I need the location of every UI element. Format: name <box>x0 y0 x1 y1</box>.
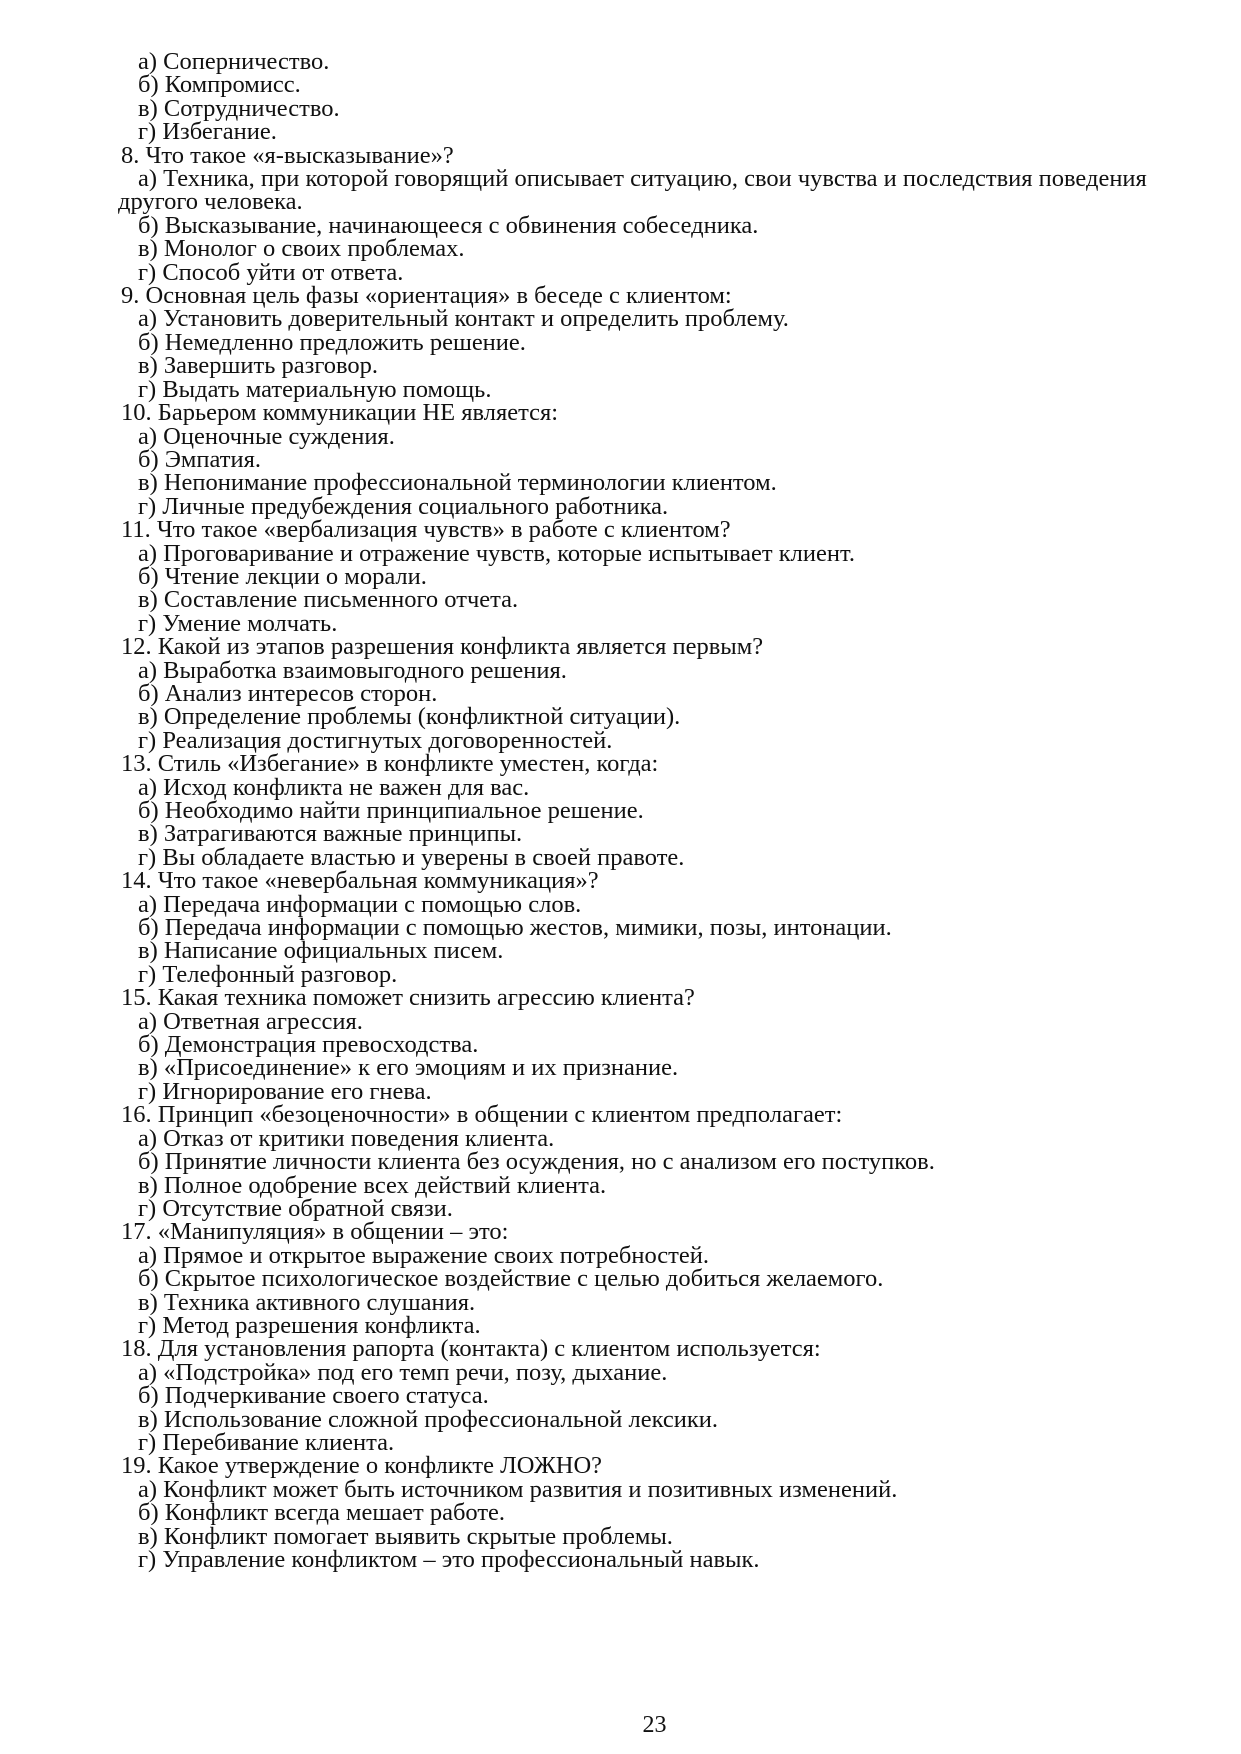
question-text: 9. Основная цель фазы «ориентация» в беседе с клиентом: <box>121 282 732 310</box>
answer-option: а) Исход конфликта не важен для вас. <box>138 773 530 801</box>
answer-option: б) Компромисс. <box>138 71 301 99</box>
question-text: 15. Какая техника поможет снизить агрессию клиента? <box>121 984 695 1012</box>
answer-option: б) Демонстрация превосходства. <box>138 1031 479 1059</box>
question-text: 11. Что такое «вербализация чувств» в работе с клиентом? <box>121 516 731 544</box>
answer-option: г) Телефонный разговор. <box>138 960 398 988</box>
answer-option: в) «Присоединение» к его эмоциям и их признание. <box>138 1054 679 1082</box>
answer-option: б) Необходимо найти принципиальное решение. <box>138 797 644 824</box>
answer-option: б) Конфликт всегда мешает работе. <box>138 1499 506 1527</box>
question-text: 8. Что такое «я-высказывание»? <box>121 141 454 169</box>
answer-option: а) Проговаривание и отражение чувств, которые испытывает клиент. <box>138 539 855 567</box>
answer-option: а) Соперничество. <box>138 48 330 75</box>
answer-option: а) Техника, при которой говорящий описывает ситуацию, свои чувства и последствия поведения другого человека. <box>118 165 1147 216</box>
answer-option: в) Использование сложной профессиональной лексики. <box>138 1405 719 1433</box>
answer-option: б) Передача информации с помощью жестов, мимики, позы, интонации. <box>138 914 892 942</box>
document-body <box>118 50 1198 1571</box>
answer-option: в) Конфликт помогает выявить скрытые проблемы. <box>138 1522 673 1550</box>
answer-option: б) Высказывание, начинающееся с обвинения собеседника. <box>138 211 759 239</box>
answer-option: б) Подчеркивание своего статуса. <box>138 1382 489 1410</box>
answer-option: г) Отсутствие обратной связи. <box>138 1194 453 1222</box>
answer-option: в) Техника активного слушания. <box>138 1288 476 1316</box>
answer-option: а) «Подстройка» под его темп речи, позу, дыхание. <box>138 1358 668 1386</box>
answer-option: а) Отказ от критики поведения клиента. <box>138 1124 555 1152</box>
answer-option: в) Полное одобрение всех действий клиента. <box>138 1171 607 1199</box>
answer-option: в) Затрагиваются важные принципы. <box>138 820 523 848</box>
answer-option: г) Избегание. <box>138 118 277 146</box>
answer-option: г) Умение молчать. <box>138 609 338 637</box>
question-text: 13. Стиль «Избегание» в конфликте уместен, когда: <box>121 750 659 778</box>
question-text: 16. Принцип «безоценочности» в общении с клиентом предполагает: <box>121 1101 843 1129</box>
answer-option: а) Передача информации с помощью слов. <box>138 890 582 918</box>
answer-option: в) Завершить разговор. <box>138 352 379 380</box>
answer-option: в) Написание официальных писем. <box>138 937 504 965</box>
answer-option: б) Чтение лекции о морали. <box>138 562 427 590</box>
answer-option: в) Сотрудничество. <box>138 94 340 122</box>
answer-option: г) Личные предубеждения социального работника. <box>138 492 669 520</box>
question-text: 18. Для установления рапорта (контакта) с клиентом используется: <box>121 1335 821 1363</box>
answer-option: б) Принятие личности клиента без осуждения, но с анализом его поступков. <box>138 1148 935 1176</box>
question-text: 12. Какой из этапов разрешения конфликта является первым? <box>121 633 764 661</box>
answer-option: в) Монолог о своих проблемах. <box>138 235 465 263</box>
question-text: 19. Какое утверждение о конфликте ЛОЖНО? <box>121 1452 603 1480</box>
answer-option: г) Метод разрешения конфликта. <box>138 1311 481 1339</box>
answer-option: г) Перебивание клиента. <box>138 1428 395 1456</box>
answer-option: а) Ответная агрессия. <box>138 1007 363 1035</box>
answer-option: г) Управление конфликтом – это профессиональный навык. <box>138 1546 760 1573</box>
answer-option: а) Оценочные суждения. <box>138 422 395 450</box>
answer-option: г) Выдать материальную помощь. <box>138 375 492 403</box>
answer-option: б) Эмпатия. <box>138 445 261 473</box>
question-text: 14. Что такое «невербальная коммуникация»? <box>121 867 599 895</box>
answer-option: в) Составление письменного отчета. <box>138 586 519 614</box>
page-number: 23 <box>642 1712 667 1738</box>
answer-option: г) Игнорирование его гнева. <box>138 1077 432 1105</box>
answer-option: б) Анализ интересов сторон. <box>138 679 438 707</box>
answer-option: г) Способ уйти от ответа. <box>138 258 404 286</box>
answer-option: а) Выработка взаимовыгодного решения. <box>138 656 567 684</box>
answer-option: г) Реализация достигнутых договоренностей. <box>138 726 613 754</box>
question-text: 10. Барьером коммуникации НЕ является: <box>121 399 559 427</box>
answer-option: б) Скрытое психологическое воздействие с целью добиться желаемого. <box>138 1265 884 1293</box>
answer-option: б) Немедленно предложить решение. <box>138 328 526 356</box>
answer-option: в) Определение проблемы (конфликтной ситуации). <box>138 703 681 731</box>
question-text: 17. «Манипуляция» в общении – это: <box>121 1218 509 1246</box>
answer-option: а) Установить доверительный контакт и определить проблему. <box>138 305 789 333</box>
answer-option: а) Конфликт может быть источником развития и позитивных изменений. <box>138 1475 898 1503</box>
answer-option: а) Прямое и открытое выражение своих потребностей. <box>138 1241 710 1269</box>
answer-option: в) Непонимание профессиональной терминологии клиентом. <box>138 469 777 497</box>
answer-option: г) Вы обладаете властью и уверены в своей правоте. <box>138 843 685 871</box>
